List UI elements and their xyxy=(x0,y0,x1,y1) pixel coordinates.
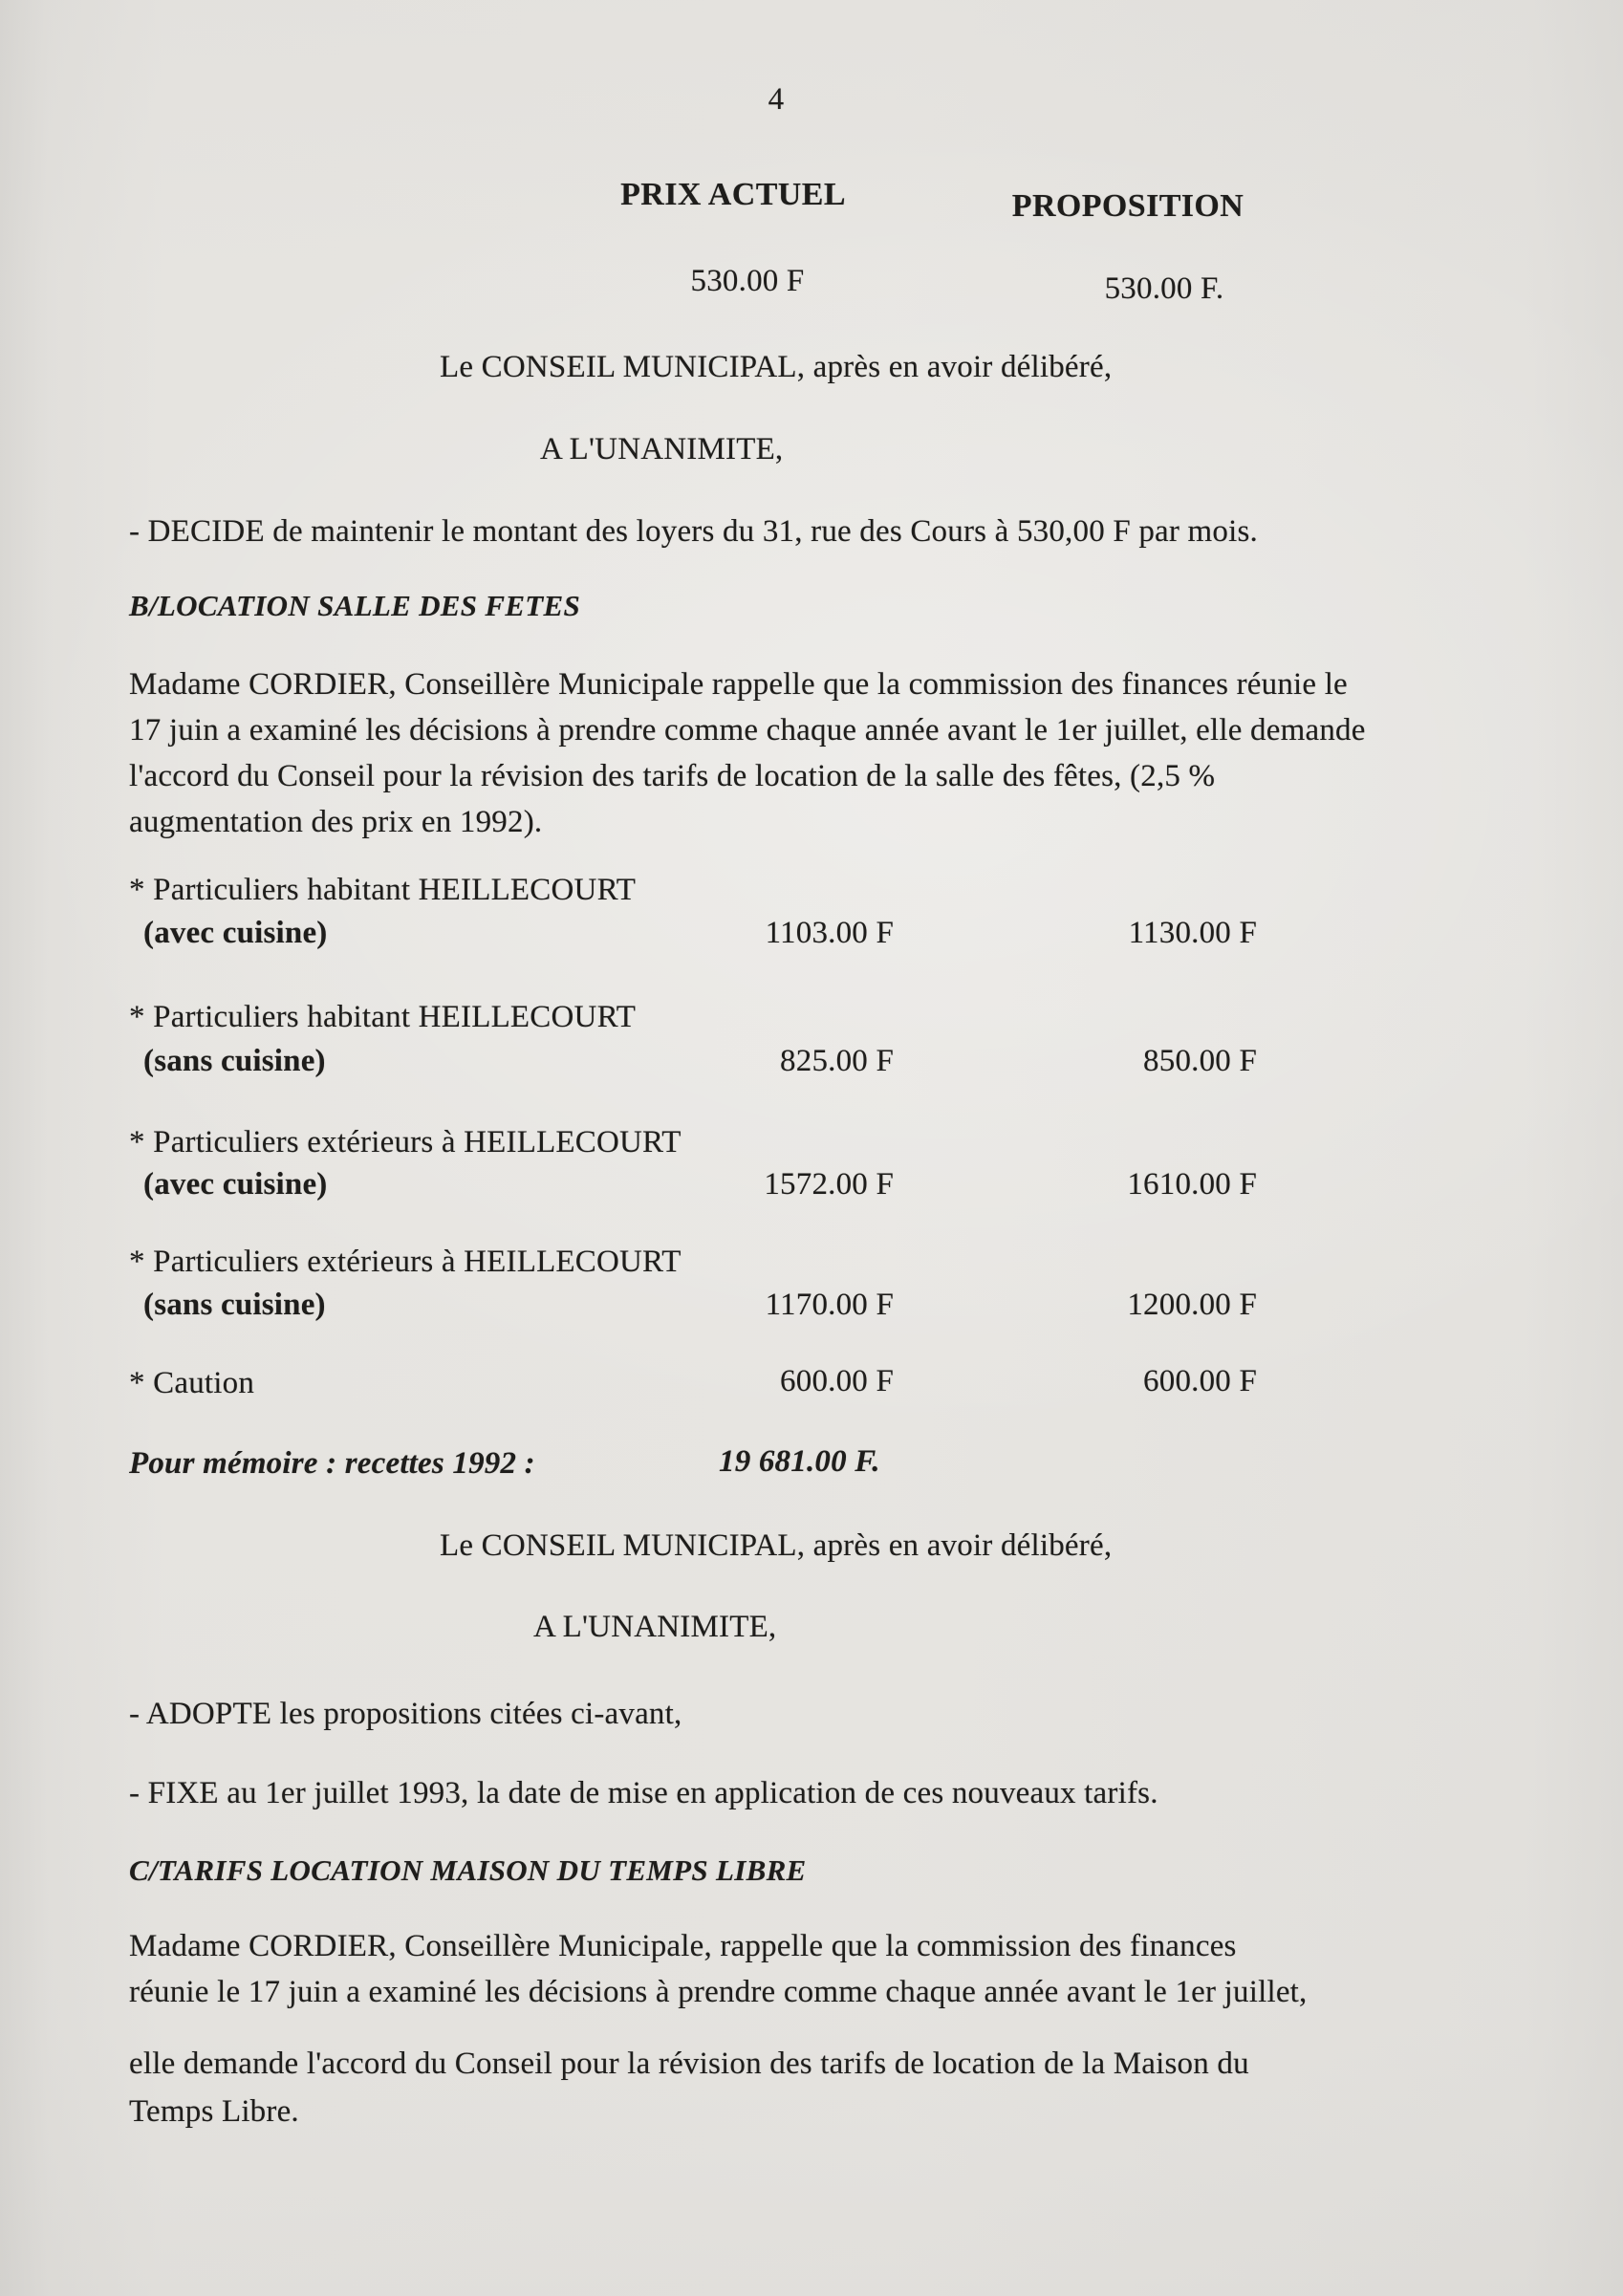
rent-current-price: 530.00 F xyxy=(690,264,805,298)
tariff-row-4-current-price: 1170.00 F xyxy=(765,1288,894,1322)
tariff-row-4-sublabel: (sans cuisine) xyxy=(143,1288,326,1322)
tariff-row-5-current-price: 600.00 F xyxy=(780,1364,894,1398)
tariff-row-3-label: * Particuliers extérieurs à HEILLECOURT xyxy=(129,1125,682,1159)
tariff-row-5-proposed-price: 600.00 F xyxy=(1143,1364,1257,1398)
section-b-paragraph-line: 17 juin a examiné les décisions à prendre comme chaque année avant le 1er juillet, elle demande xyxy=(129,713,1366,747)
decide-decision-line: - DECIDE de maintenir le montant des loyers du 31, rue des Cours à 530,00 F par mois. xyxy=(129,514,1258,549)
section-c-heading: C/TARIFS LOCATION MAISON DU TEMPS LIBRE xyxy=(129,1853,807,1887)
tariff-row-3-current-price: 1572.00 F xyxy=(764,1167,894,1202)
section-c-paragraph2-line: elle demande l'accord du Conseil pour la révision des tarifs de location de la Maison du xyxy=(129,2047,1249,2081)
section-c-paragraph2-line: Temps Libre. xyxy=(129,2094,299,2129)
tariff-row-3-proposed-price: 1610.00 F xyxy=(1127,1167,1257,1202)
section-b-paragraph-line: Madame CORDIER, Conseillère Municipale rappelle que la commission des finances réunie le xyxy=(129,667,1348,702)
rent-proposed-price: 530.00 F. xyxy=(1104,271,1224,306)
tariff-row-5-label: * Caution xyxy=(129,1366,255,1400)
tariff-row-4-label: * Particuliers extérieurs à HEILLECOURT xyxy=(129,1245,682,1279)
section-b-paragraph-line: augmentation des prix en 1992). xyxy=(129,805,543,839)
section-b-heading: B/LOCATION SALLE DES FETES xyxy=(129,589,581,622)
council-deliberation-line-2: Le CONSEIL MUNICIPAL, après en avoir délibéré, xyxy=(440,1528,1113,1563)
tariff-row-1-proposed-price: 1130.00 F xyxy=(1128,916,1257,950)
tariff-row-1-sublabel: (avec cuisine) xyxy=(143,916,328,950)
unanimity-line-2: A L'UNANIMITE, xyxy=(533,1610,777,1644)
fixe-decision-line: - FIXE au 1er juillet 1993, la date de mise en application de ces nouveaux tarifs. xyxy=(129,1776,1158,1810)
unanimity-line-1: A L'UNANIMITE, xyxy=(540,432,784,466)
council-deliberation-line-1: Le CONSEIL MUNICIPAL, après en avoir délibéré, xyxy=(440,350,1113,384)
memo-1992-revenue-label: Pour mémoire : recettes 1992 : xyxy=(129,1446,535,1481)
tariff-row-2-label: * Particuliers habitant HEILLECOURT xyxy=(129,1000,637,1034)
tariff-row-2-current-price: 825.00 F xyxy=(780,1044,894,1078)
adopt-decision-line: - ADOPTE les propositions citées ci-avant, xyxy=(129,1697,682,1731)
page-number: 4 xyxy=(768,82,785,117)
memo-1992-revenue-value: 19 681.00 F. xyxy=(719,1444,880,1479)
tariff-row-4-proposed-price: 1200.00 F xyxy=(1127,1288,1257,1322)
tariff-row-2-proposed-price: 850.00 F xyxy=(1143,1044,1257,1078)
column-header-proposition: PROPOSITION xyxy=(1011,188,1244,224)
tariff-row-1-current-price: 1103.00 F xyxy=(765,916,894,950)
section-c-paragraph1-line: réunie le 17 juin a examiné les décisions à prendre comme chaque année avant le 1er juillet, xyxy=(129,1975,1308,2009)
tariff-row-1-label: * Particuliers habitant HEILLECOURT xyxy=(129,873,637,907)
tariff-row-3-sublabel: (avec cuisine) xyxy=(143,1167,328,1202)
section-b-paragraph-line: l'accord du Conseil pour la révision des tarifs de location de la salle des fêtes, (2,5 % xyxy=(129,759,1216,793)
tariff-row-2-sublabel: (sans cuisine) xyxy=(143,1044,326,1078)
column-header-prix-actuel: PRIX ACTUEL xyxy=(620,177,846,212)
section-c-paragraph1-line: Madame CORDIER, Conseillère Municipale, rappelle que la commission des finances xyxy=(129,1929,1237,1963)
